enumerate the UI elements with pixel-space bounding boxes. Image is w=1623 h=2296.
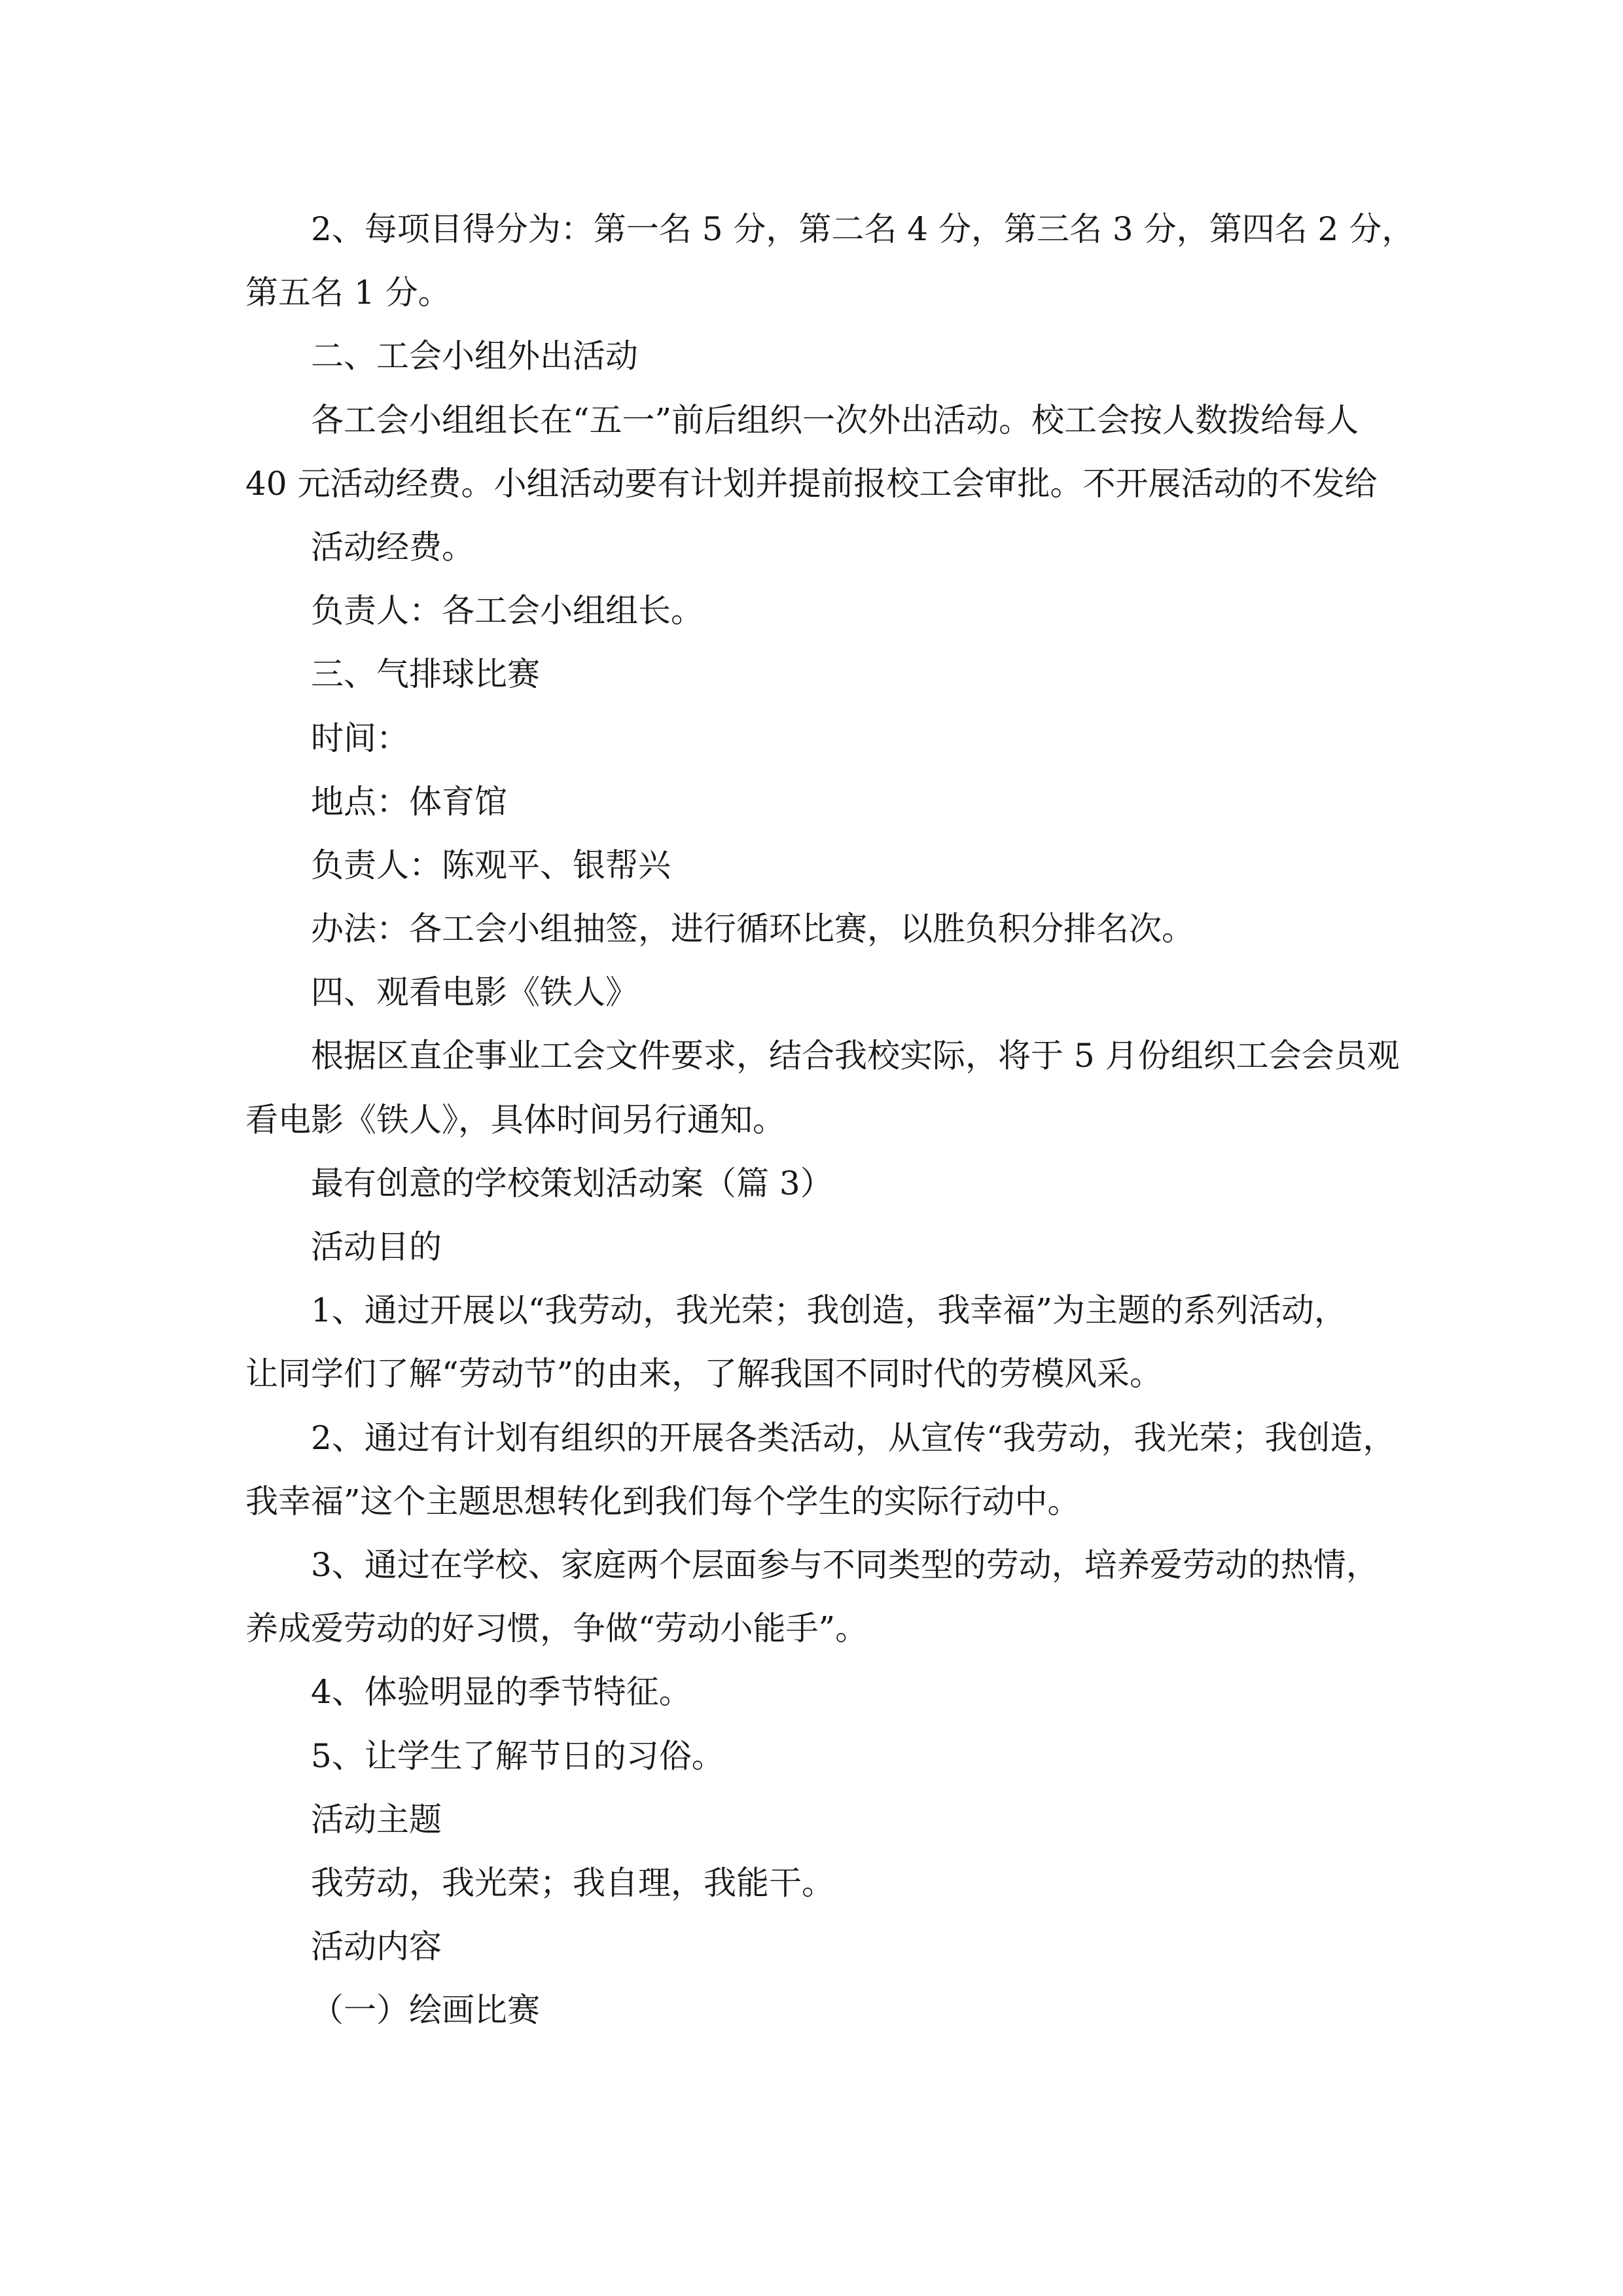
text-line: 40 元活动经费。小组活动要有计划并提前报校工会审批。不开展活动的不发给 [245, 464, 1378, 503]
text-line: 根据区直企事业工会文件要求，结合我校实际，将于 5 月份组织工会会员观 [311, 1037, 1400, 1075]
text-line: 养成爱劳动的好习惯，争做“劳动小能手”。 [245, 1609, 868, 1648]
text-line: 让同学们了解“劳动节”的由来，了解我国不同时代的劳模风采。 [245, 1355, 1163, 1393]
text-line: 负责人：陈观平、银帮兴 [311, 846, 671, 884]
section-heading: 活动内容 [311, 1928, 442, 1966]
text-line: 2、每项目得分为：第一名 5 分，第二名 4 分，第三名 3 分，第四名 2 分， [311, 210, 1415, 248]
text-line: 地点：体育馆 [311, 782, 507, 821]
document-title: 最有创意的学校策划活动案（篇 3） [311, 1164, 833, 1202]
text-line: 办法：各工会小组抽签，进行循环比赛，以胜负积分排名次。 [311, 910, 1194, 948]
section-heading: 三、气排球比赛 [311, 655, 540, 694]
text-line: 负责人：各工会小组组长。 [311, 592, 704, 630]
list-item: 1、通过开展以“我劳动，我光荣；我创造，我幸福”为主题的系列活动， [311, 1291, 1347, 1330]
section-heading: 二、工会小组外出活动 [311, 337, 638, 376]
text-line: 活动经费。 [311, 528, 474, 566]
text-line: 我幸福”这个主题思想转化到我们每个学生的实际行动中。 [245, 1482, 1080, 1520]
text-line: 看电影《铁人》，具体时间另行通知。 [245, 1100, 785, 1139]
section-heading: 四、观看电影《铁人》 [311, 973, 638, 1012]
subsection-heading: （一）绘画比赛 [311, 1991, 540, 2030]
text-line: 各工会小组组长在“五一”前后组织一次外出活动。校工会按人数拨给每人 [311, 401, 1359, 439]
list-item: 4、体验明显的季节特征。 [311, 1673, 692, 1712]
list-item: 3、通过在学校、家庭两个层面参与不同类型的劳动，培养爱劳动的热情， [311, 1545, 1379, 1584]
section-heading: 活动目的 [311, 1228, 442, 1266]
list-item: 5、让学生了解节日的习俗。 [311, 1736, 724, 1775]
text-line: 我劳动，我光荣；我自理，我能干。 [311, 1863, 834, 1902]
text-line: 第五名 1 分。 [245, 274, 451, 312]
text-line: 时间： [311, 719, 409, 757]
list-item: 2、通过有计划有组织的开展各类活动，从宣传“我劳动，我光荣；我创造， [311, 1418, 1396, 1457]
document-body [245, 198, 1436, 2042]
section-heading: 活动主题 [311, 1800, 442, 1839]
